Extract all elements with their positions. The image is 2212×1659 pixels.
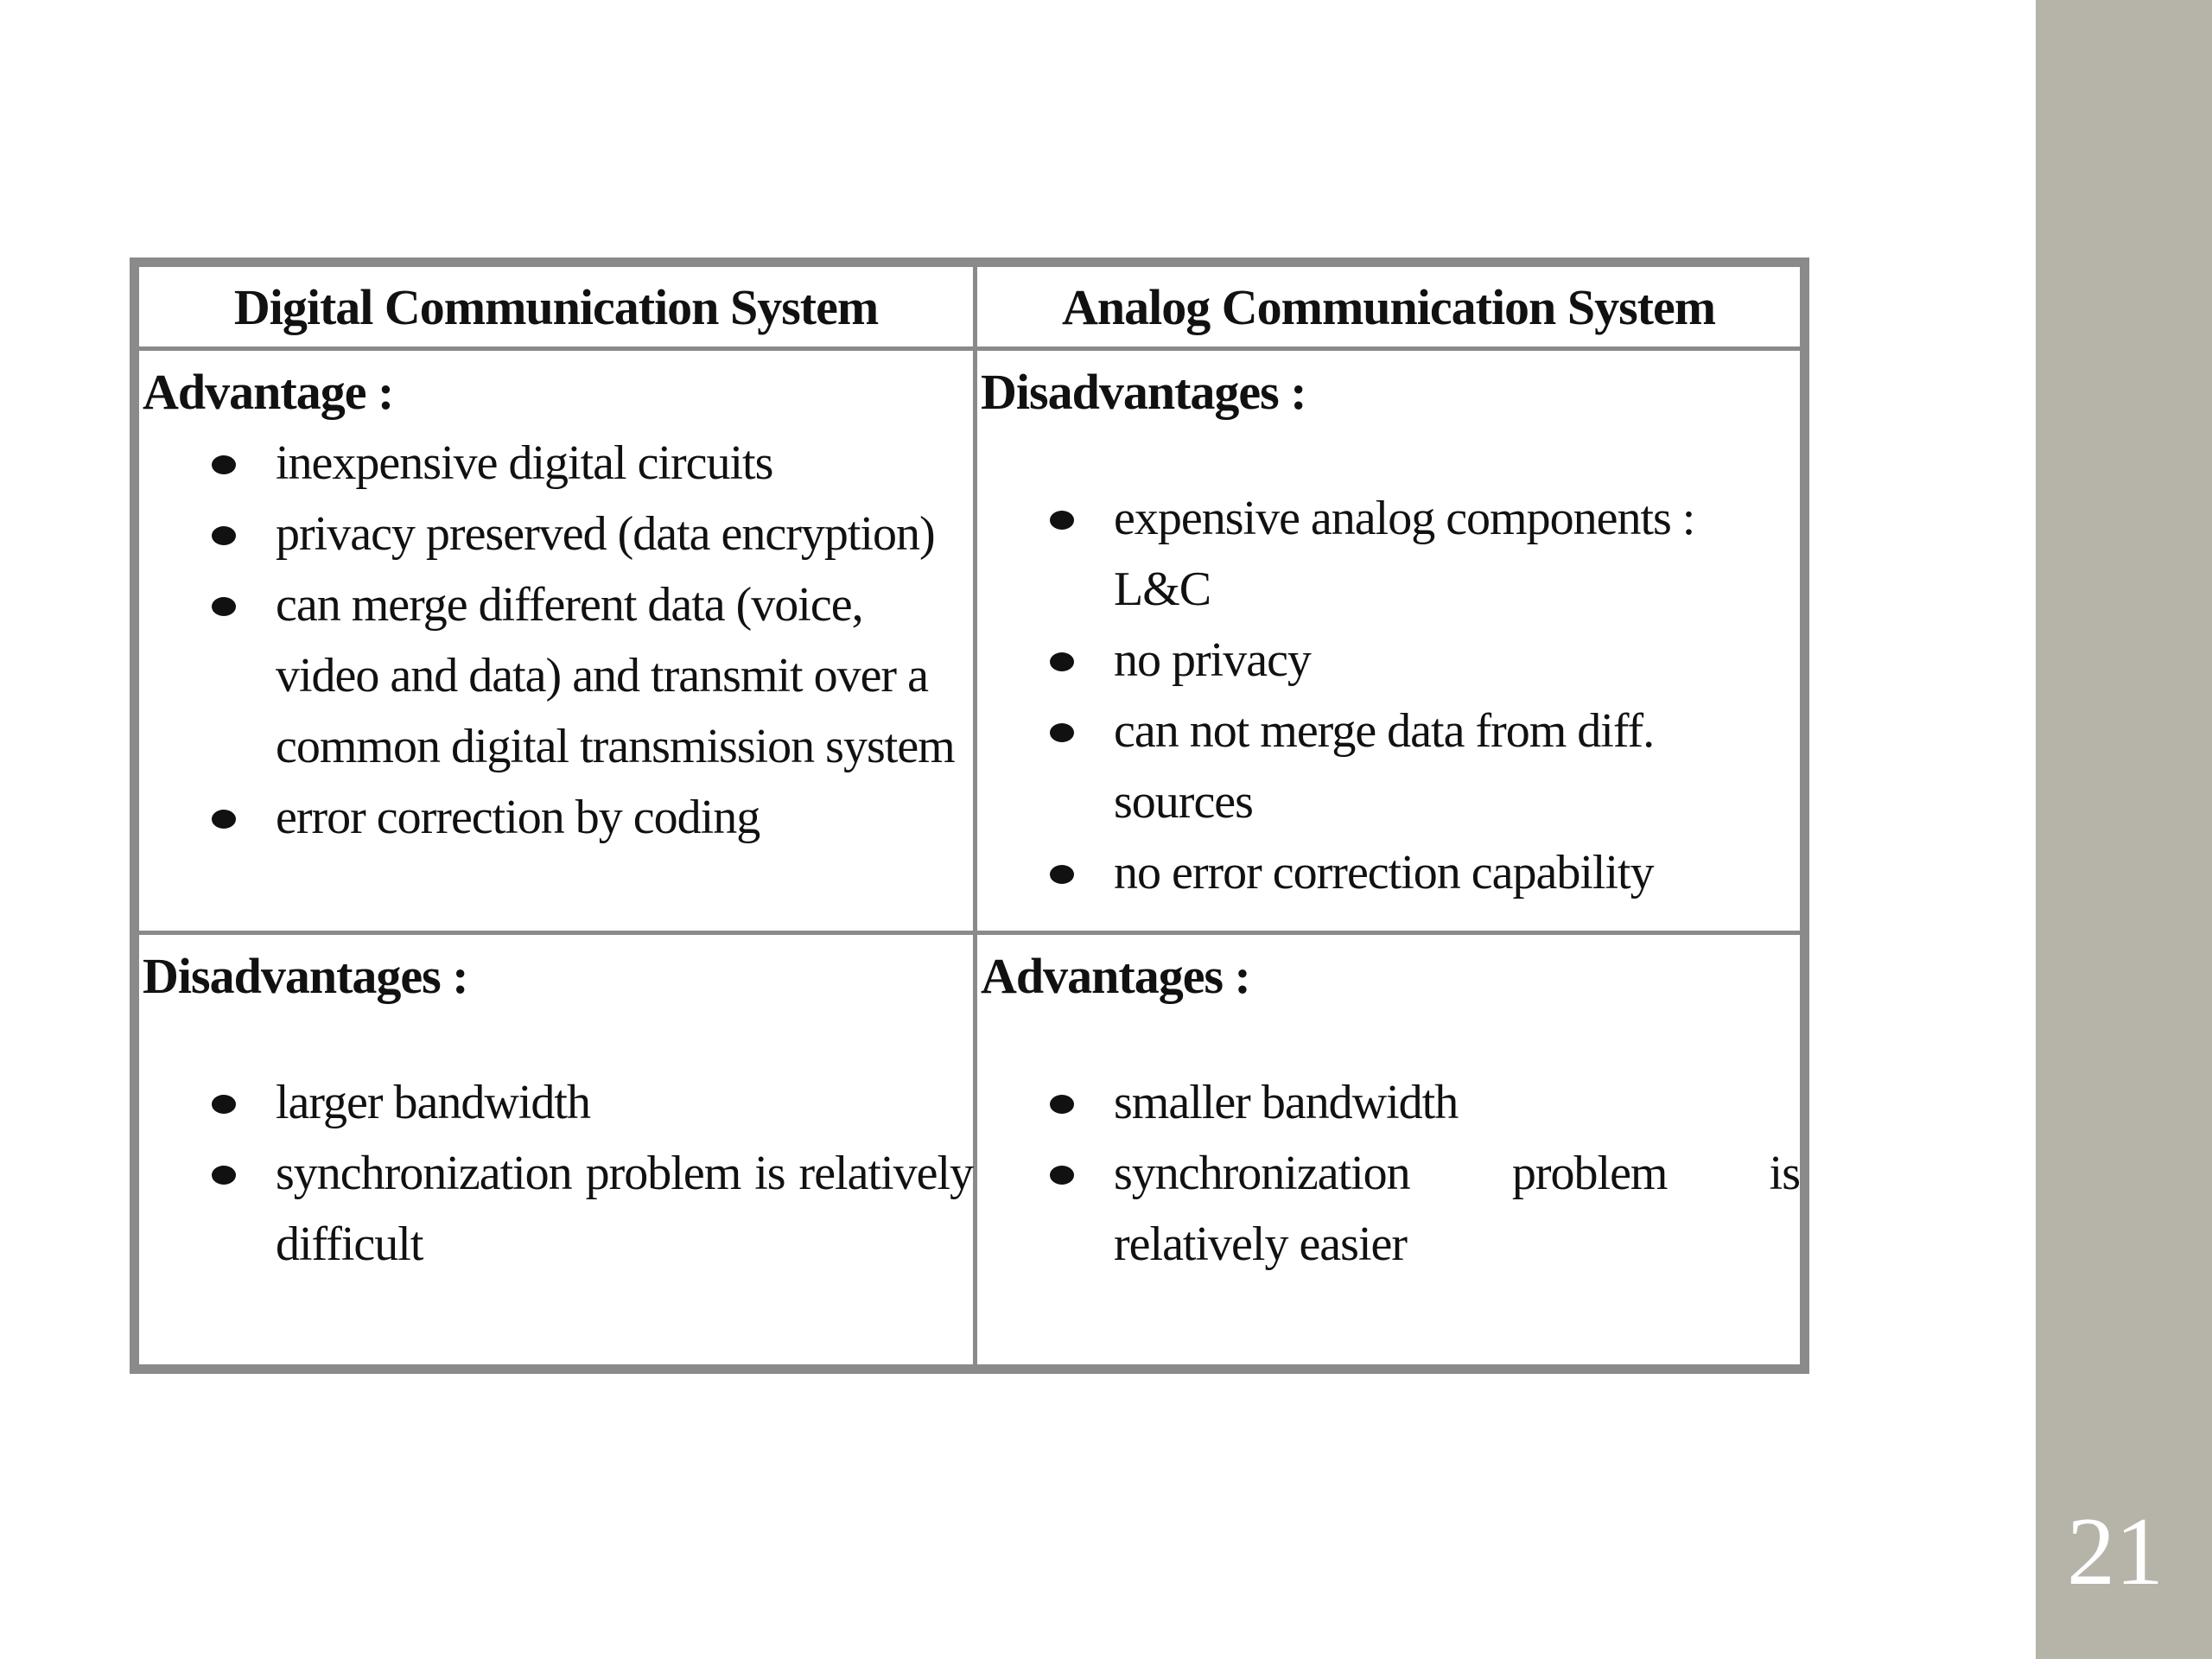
list-item: larger bandwidth: [212, 1067, 973, 1138]
bullet-list: [981, 483, 1800, 908]
bullet-list: [143, 1067, 973, 1280]
bullet-icon: [212, 597, 236, 616]
bullet-icon: [212, 1166, 236, 1185]
list-item: smaller bandwidth: [1050, 1067, 1800, 1138]
cell-title: Advantage :: [143, 364, 394, 420]
bullet-list: [143, 428, 973, 853]
side-accent-bar: [2036, 0, 2212, 1659]
header-analog: Analog Communication System: [976, 265, 1802, 349]
list-item: error correction by coding: [212, 782, 973, 853]
list-item: no privacy: [1050, 625, 1800, 696]
list-item: synchronization problem is relatively difficult: [212, 1138, 973, 1280]
bullet-icon: [1050, 1095, 1074, 1114]
cell-title: Advantages :: [981, 948, 1250, 1004]
analog-advantages-cell: [976, 933, 1802, 1367]
comparison-table: [130, 257, 1809, 1374]
list-item: expensive analog components : L&C: [1050, 483, 1800, 625]
bullet-icon: [1050, 865, 1074, 884]
list-item: can merge different data (voice, video and data) and transmit over a common digital transmission system: [212, 569, 973, 782]
bullet-icon: [212, 455, 236, 474]
bullet-icon: [1050, 511, 1074, 530]
digital-advantages-cell: [137, 349, 976, 933]
bullet-icon: [212, 1095, 236, 1114]
bullet-icon: [212, 526, 236, 545]
digital-disadvantages-cell: [137, 933, 976, 1367]
table-row: [137, 933, 1802, 1367]
table-row: [137, 349, 1802, 933]
cell-title: Disadvantages :: [143, 948, 468, 1004]
list-item: can not merge data from diff. sources: [1050, 696, 1800, 837]
bullet-icon: [1050, 1166, 1074, 1185]
list-item: inexpensive digital circuits: [212, 428, 973, 499]
header-digital: Digital Communication System: [137, 265, 976, 349]
bullet-icon: [1050, 723, 1074, 742]
bullet-icon: [1050, 652, 1074, 671]
list-item: synchronization problem is relatively easier: [1050, 1138, 1800, 1280]
bullet-list: [981, 1067, 1800, 1280]
slide-number: 21: [2067, 1498, 2164, 1605]
list-item: no error correction capability: [1050, 837, 1800, 908]
cell-title: Disadvantages :: [981, 364, 1306, 420]
bullet-icon: [212, 810, 236, 829]
table-header-row: [137, 265, 1802, 349]
comparison-table-grid: [135, 263, 1804, 1369]
analog-disadvantages-cell: [976, 349, 1802, 933]
list-item: privacy preserved (data encryption): [212, 499, 973, 569]
